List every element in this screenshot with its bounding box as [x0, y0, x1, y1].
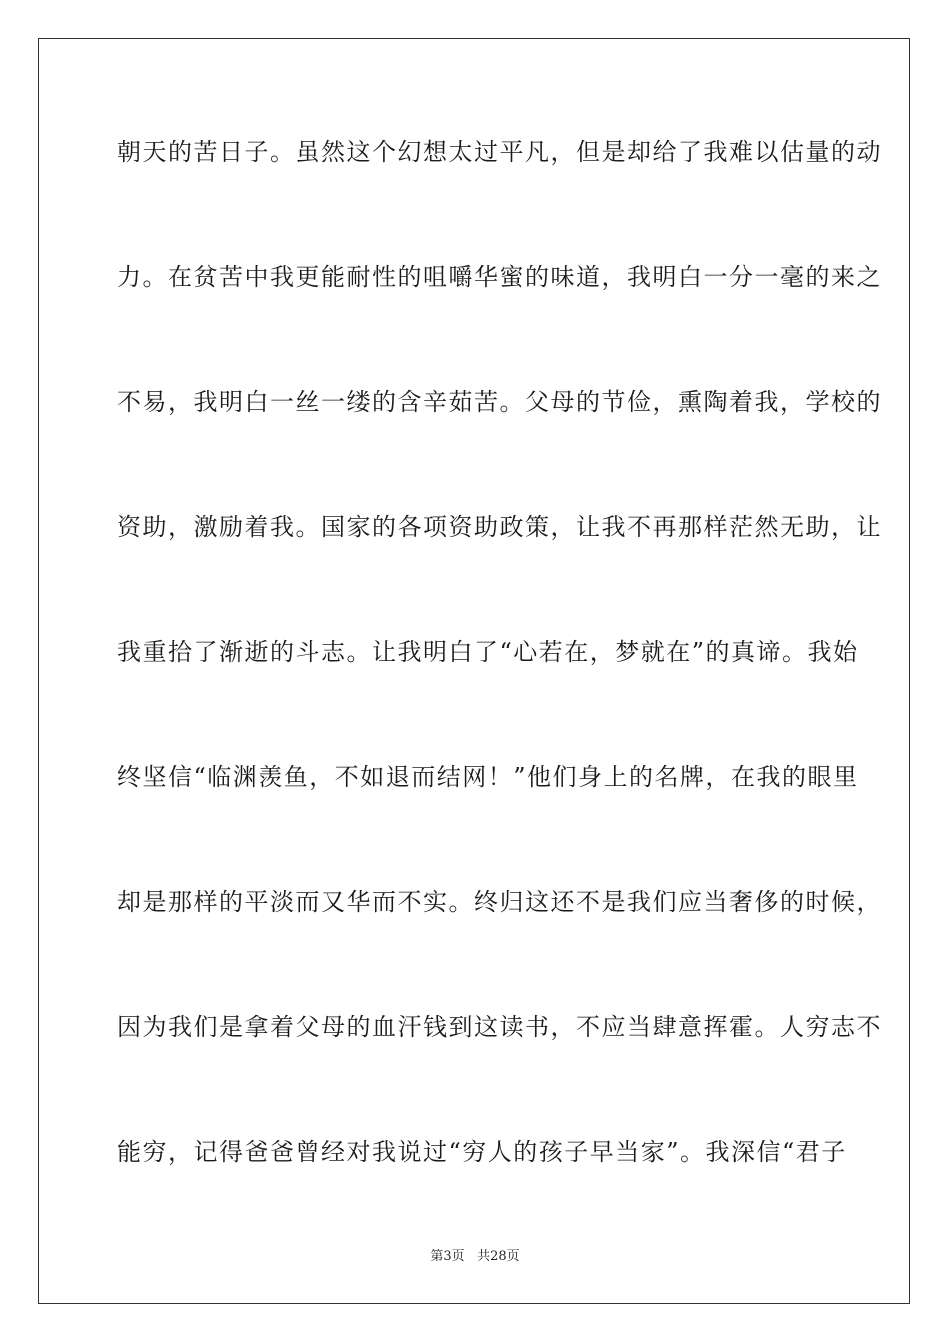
page-border — [38, 38, 910, 1304]
paragraph-line: 能穷，记得爸爸曾经对我说过“穷人的孩子早当家”。我深信“君子 — [117, 1138, 847, 1166]
paragraph-line: 朝天的苦日子。虽然这个幻想太过平凡，但是却给了我难以估量的动 — [117, 138, 882, 166]
paragraph-line: 却是那样的平淡而又华而不实。终归这还不是我们应当奢侈的时候， — [117, 888, 882, 916]
page-number: 第3页 — [430, 1249, 465, 1264]
page-footer — [0, 1248, 950, 1266]
total-pages: 共28页 — [477, 1249, 520, 1264]
paragraph-line: 终坚信“临渊羡鱼，不如退而结网！”他们身上的名牌，在我的眼里 — [117, 763, 859, 791]
paragraph-line: 力。在贫苦中我更能耐性的咀嚼华蜜的味道，我明白一分一毫的来之 — [117, 263, 882, 291]
paragraph-line: 不易，我明白一丝一缕的含辛茹苦。父母的节俭，熏陶着我，学校的 — [117, 388, 882, 416]
paragraph-line: 我重拾了渐逝的斗志。让我明白了“心若在，梦就在”的真谛。我始 — [117, 638, 859, 666]
paragraph-line: 因为我们是拿着父母的血汗钱到这读书，不应当肆意挥霍。人穷志不 — [117, 1013, 882, 1041]
paragraph-line: 资助，激励着我。国家的各项资助政策，让我不再那样茫然无助，让 — [117, 513, 882, 541]
